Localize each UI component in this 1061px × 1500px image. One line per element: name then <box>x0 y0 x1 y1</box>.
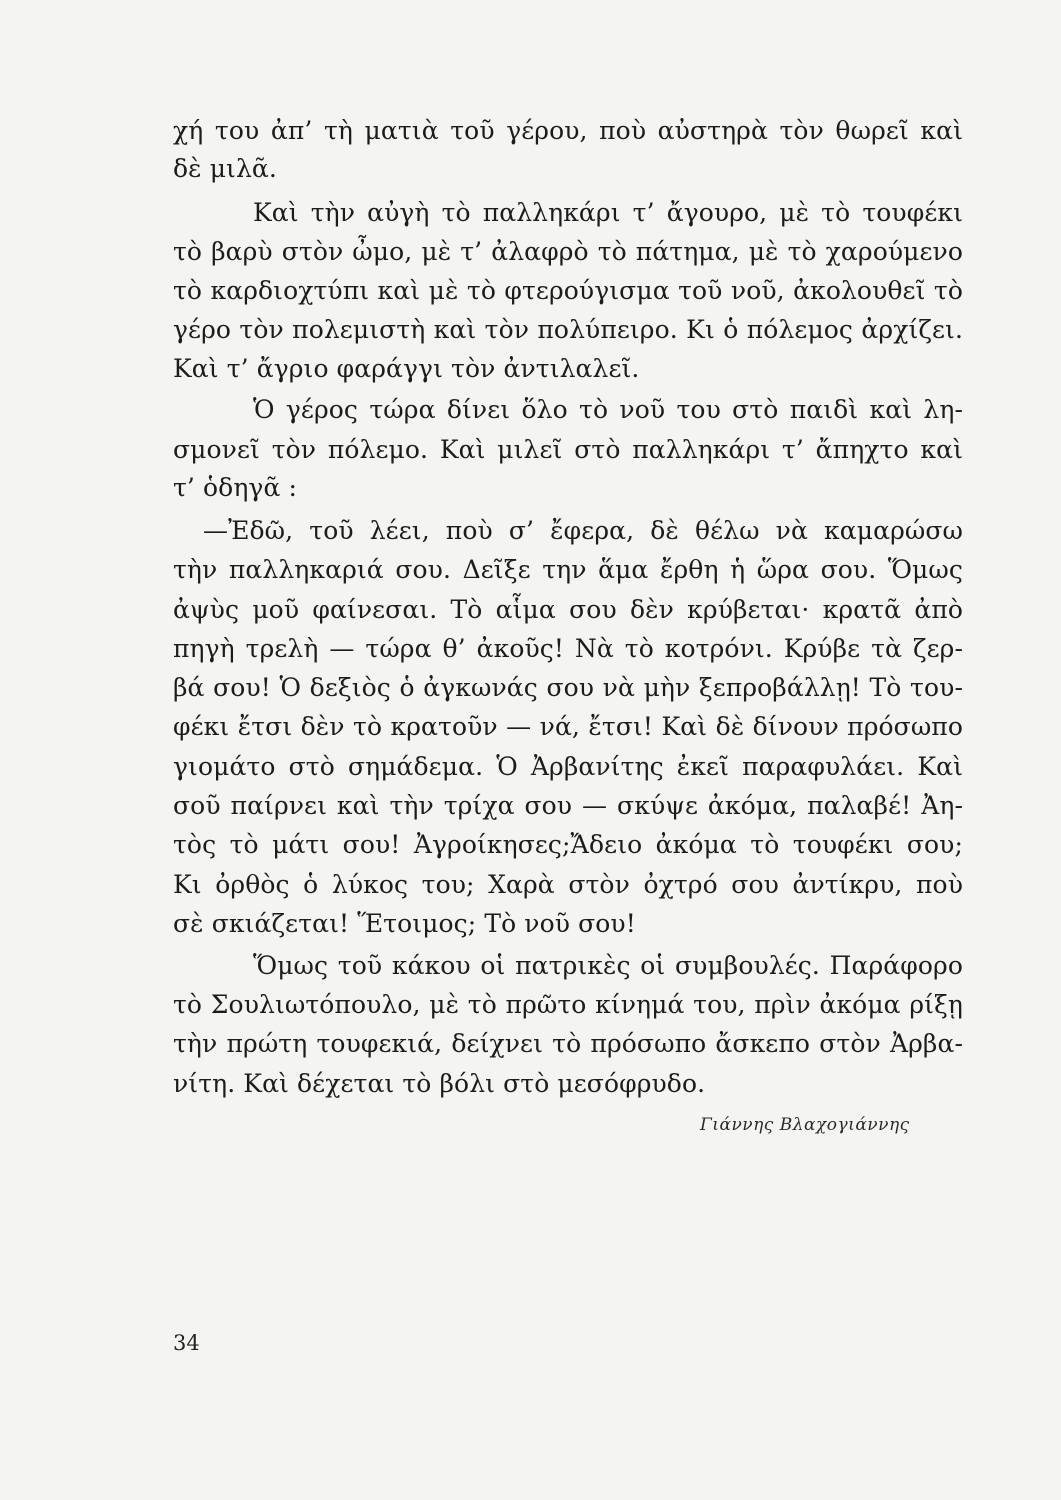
paragraph-start-line: Ὁ γέρος τώρα δίνει ὅλο τὸ νοῦ του στὸ παιδὶ καὶ λη- <box>253 395 963 424</box>
text-line: γιομάτο στὸ σημάδεμα. Ὁ Ἀρβανίτης ἐκεῖ παραφυλάει. Καὶ <box>173 752 963 781</box>
text-line: τὸς τὸ μάτι σου! Ἀγροίκησες;Ἄδειο ἀκόμα τὸ τουφέκι σου; <box>173 830 963 859</box>
text-line: χή του ἀπ’ τὴ ματιὰ τοῦ γέρου, ποὺ αὐστηρὰ τὸν θωρεῖ καὶ <box>173 116 963 145</box>
text-line: τὸ βαρὺ στὸν ὦμο, μὲ τ’ ἀλαφρὸ τὸ πάτημα, μὲ τὸ χαρούμενο <box>173 237 963 266</box>
paragraph-start-line: Ὅμως τοῦ κάκου οἱ πατρικὲς οἱ συμβουλές. Παράφορο <box>253 951 963 980</box>
text-line: σμονεῖ τὸν πόλεμο. Καὶ μιλεῖ στὸ παλληκάρι τ’ ἄπηχτο καὶ <box>173 435 963 464</box>
text-line: φέκι ἔτσι δὲν τὸ κρατοῦν — νά, ἔτσι! Καὶ δὲ δίνουν πρόσωπο <box>173 712 963 741</box>
dialogue-start-line: —Ἐδῶ, τοῦ λέει, ποὺ σ’ ἔφερα, δὲ θέλω νὰ καμαρώσω <box>203 516 963 545</box>
text-line: ἀψὺς μοῦ φαίνεσαι. Τὸ αἷμα σου δὲν κρύβεται· κρατᾶ ἀπὸ <box>173 595 963 624</box>
text-line: βά σου! Ὁ δεξιὸς ὁ ἀγκωνάς σου νὰ μὴν ξεπροβάλλῃ! Τὸ του- <box>173 673 963 702</box>
text-line: νίτη. Καὶ δέχεται τὸ βόλι στὸ μεσόφρυδο. <box>173 1069 706 1098</box>
text-line: τ’ ὁδηγᾶ : <box>173 473 297 502</box>
text-line: πηγὴ τρελὴ — τώρα θ’ ἀκοῦς! Νὰ τὸ κοτρόνι. Κρύβε τὰ ζερ- <box>173 634 963 663</box>
text-line: Καὶ τ’ ἄγριο φαράγγι τὸν ἀντιλαλεῖ. <box>173 354 640 383</box>
text-line: Κι ὀρθὸς ὁ λύκος του; Χαρὰ στὸν ὀχτρό σου ἀντίκρυ, ποὺ <box>173 870 963 899</box>
paragraph-start-line: Καὶ τὴν αὐγὴ τὸ παλληκάρι τ’ ἄγουρο, μὲ τὸ τουφέκι <box>253 198 963 227</box>
author-signature: Γιάννης Βλαχογιάννης <box>700 1115 910 1135</box>
text-line: σὲ σκιάζεται! Ἕτοιμος; Τὸ νοῦ σου! <box>173 909 636 938</box>
page-number: 34 <box>173 1331 200 1355</box>
text-line: γέρο τὸν πολεμιστὴ καὶ τὸν πολύπειρο. Κι ὁ πόλεμος ἀρχίζει. <box>173 315 963 344</box>
text-line: σοῦ παίρνει καὶ τὴν τρίχα σου — σκύψε ἀκόμα, παλαβέ! Ἀη- <box>173 791 963 820</box>
text-line: τὸ Σουλιωτόπουλο, μὲ τὸ πρῶτο κίνημά του, πρὶν ἀκόμα ρίξῃ <box>173 990 963 1019</box>
text-line: τὴν παλληκαριά σου. Δεῖξε την ἅμα ἔρθη ἡ ὥρα σου. Ὅμως <box>173 555 963 584</box>
text-line: τὸ καρδιοχτύπι καὶ μὲ τὸ φτερούγισμα τοῦ νοῦ, ἀκολουθεῖ τὸ <box>173 276 963 305</box>
text-line: τὴν πρώτη τουφεκιά, δείχνει τὸ πρόσωπο ἄσκεπο στὸν Ἀρβα- <box>173 1029 963 1058</box>
text-line: δὲ μιλᾶ. <box>173 154 277 183</box>
